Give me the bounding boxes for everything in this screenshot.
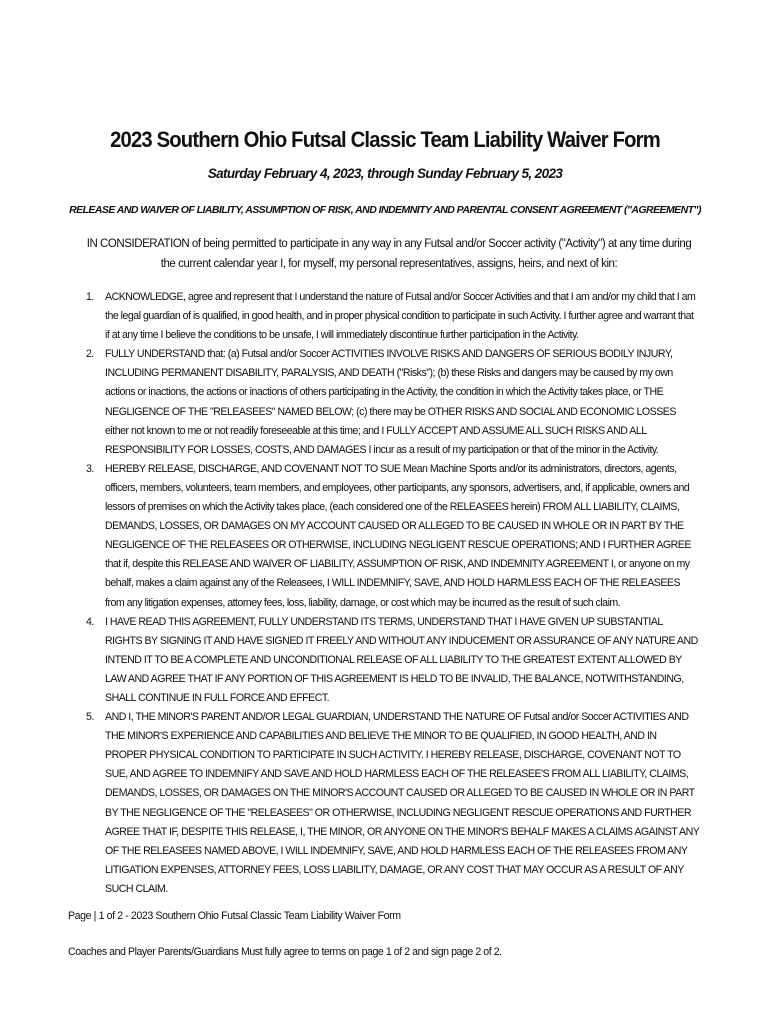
- term-item: [78, 345, 700, 460]
- term-number: 5.: [86, 711, 94, 724]
- term-text: I HAVE READ THIS AGREEMENT, FULLY UNDERSTAND ITS TERMS, UNDERSTAND THAT I HAVE GIVEN UP SUBSTANTIAL RIGHTS BY SIGNING IT AND HAVE SIGNED IT FREELY AND WITHOUT ANY INDUCEMENT OR ASSURANCE OF ANY NATURE AND INTEND IT TO BE A COMPLETE AND UNCONDITIONAL RELEASE OF ALL LIABILITY TO THE GREATEST EXTENT ALLOWED BY LAW AND AGREE THAT IF ANY PORTION OF THIS AGREEMENT IS HELD TO BE INVALID, THE BALANCE, NOTWITHSTANDING, SHALL CONTINUE IN FULL FORCE AND EFFECT.: [105, 615, 698, 704]
- term-number: 4.: [86, 615, 94, 628]
- term-text: FULLY UNDERSTAND that: (a) Futsal and/or Soccer ACTIVITIES INVOLVE RISKS AND DANGERS OF SERIOUS BODILY INJURY, INCLUDING PERMANENT DISABILITY, PARALYSIS, AND DEATH ("Risks"); (b) these Risks and dangers may be caused by my own actions or inactions, the actions or inactions of others participating in the Activity, the condition in which the Activity takes place, or THE NEGLIGENCE OF THE "RELEASEES" NAMED BELOW; (c) there may be OTHER RISKS AND SOCIAL AND ECONOMIC LOSSES either not known to me or not readily foreseeable at this time; and I FULLY ACCEPT AND ASSUME ALL SUCH RISKS AND ALL RESPONSIBILITY FOR LOSSES, COSTS, AND DAMAGES I incur as a result of my participation or that of the minor in the Activity.: [105, 348, 676, 456]
- term-number: 2.: [86, 348, 94, 361]
- term-item: [78, 460, 700, 613]
- page-title: 2023 Southern Ohio Futsal Classic Team Liability Waiver Form: [110, 127, 660, 152]
- term-item: [78, 288, 700, 345]
- term-number: 1.: [86, 291, 94, 303]
- term-item: [78, 708, 700, 899]
- agreement-heading: RELEASE AND WAIVER OF LIABILITY, ASSUMPTION OF RISK, AND INDEMNITY AND PARENTAL CONSENT AGREEMENT ("AGREEMENT"): [69, 204, 701, 216]
- signing-note: Coaches and Player Parents/Guardians Must fully agree to terms on page 1 of 2 and sign page 2 of 2.: [68, 946, 502, 958]
- term-text: HEREBY RELEASE, DISCHARGE, AND COVENANT NOT TO SUE Mean Machine Sports and/or its administrators, directors, agents, officers, members, volunteers, team members, and employees, other participants, any sponsors, advertisers, and, if applicable, owners and lessors of premises on which the Activity takes place, (each considered one of the RELEASEES herein) FROM ALL LIABILITY, CLAIMS, DEMANDS, LOSSES, OR DAMAGES ON MY ACCOUNT CAUSED OR ALLEGED TO BE CAUSED IN WHOLE OR IN PART BY THE NEGLIGENCE OF THE RELEASEES OR OTHERWISE, INCLUDING NEGLIGENT RESCUE OPERATIONS; AND I FURTHER AGREE that if, despite this RELEASE AND WAIVER OF LIABILITY, ASSUMPTION OF RISK, AND INDEMNITY AGREEMENT I, or anyone on my behalf, makes a claim against any of the Releasees, I WILL INDEMNIFY, SAVE, AND HOLD HARMLESS EACH OF THE RELEASEES from any litigation expenses, attorney fees, loss, liability, damage, or cost which may be incurred as the result of such claim.: [105, 462, 691, 609]
- term-number: 3.: [86, 462, 94, 475]
- term-text: ACKNOWLEDGE, agree and represent that I understand the nature of Futsal and/or Soccer Activities and that I am and/or my child that I am the legal guardian of is qualified, in good health, and in proper physical condition to participate in such Activity. I further agree and warrant that if at any time I believe the conditions to be unsafe, I will immediately discontinue further participation in the Activity.: [105, 291, 696, 342]
- event-dates: Saturday February 4, 2023, through Sunday February 5, 2023: [207, 166, 563, 181]
- term-item: [78, 613, 700, 708]
- term-text: AND I, THE MINOR'S PARENT AND/OR LEGAL GUARDIAN, UNDERSTAND THE NATURE OF Futsal and/or Soccer ACTIVITIES AND THE MINOR'S EXPERIENCE AND CAPABILITIES AND BELIEVE THE MINOR TO BE QUALIFIED, IN GOOD HEALTH, AND IN PROPER PHYSICAL CONDITION TO PARTICIPATE IN SUCH ACTIVITY. I HEREBY RELEASE, DISCHARGE, COVENANT NOT TO SUE, AND AGREE TO INDEMNIFY AND SAVE AND HOLD HARMLESS EACH OF THE RELEASEE'S FROM ALL LIABILITY, CLAIMS, DEMANDS, LOSSES, OR DAMAGES ON THE MINOR'S ACCOUNT CAUSED OR ALLEGED TO BE CAUSED IN WHOLE OR IN PART BY THE NEGLIGENCE OF THE "RELEASEES" OR OTHERWISE, INCLUDING NEGLIGENT RESCUE OPERATIONS AND FURTHER AGREE THAT IF, DESPITE THIS RELEASE, I, THE MINOR, OR ANYONE ON THE MINOR'S BEHALF MAKES A CLAIMS AGAINST ANY OF THE RELEASEES NAMED ABOVE, I WILL INDEMNIFY, SAVE, AND HOLD HARMLESS EACH OF THE RELEASEES FROM ANY LITIGATION EXPENSES, ATTORNEY FEES, LOSS LIABILITY, DAMAGE, OR ANY COST THAT MAY OCCUR AS A RESULT OF ANY SUCH CLAIM.: [105, 711, 700, 895]
- page-footer: Page | 1 of 2 - 2023 Southern Ohio Futsal Classic Team Liability Waiver Form: [68, 910, 401, 922]
- consideration-paragraph: IN CONSIDERATION of being permitted to participate in any way in any Futsal and/or Soccer activity ("Activity") at any time during the current calendar year I, for myself, my personal representatives, assigns, heirs, and next of kin:: [86, 238, 692, 270]
- terms-list: [78, 288, 700, 899]
